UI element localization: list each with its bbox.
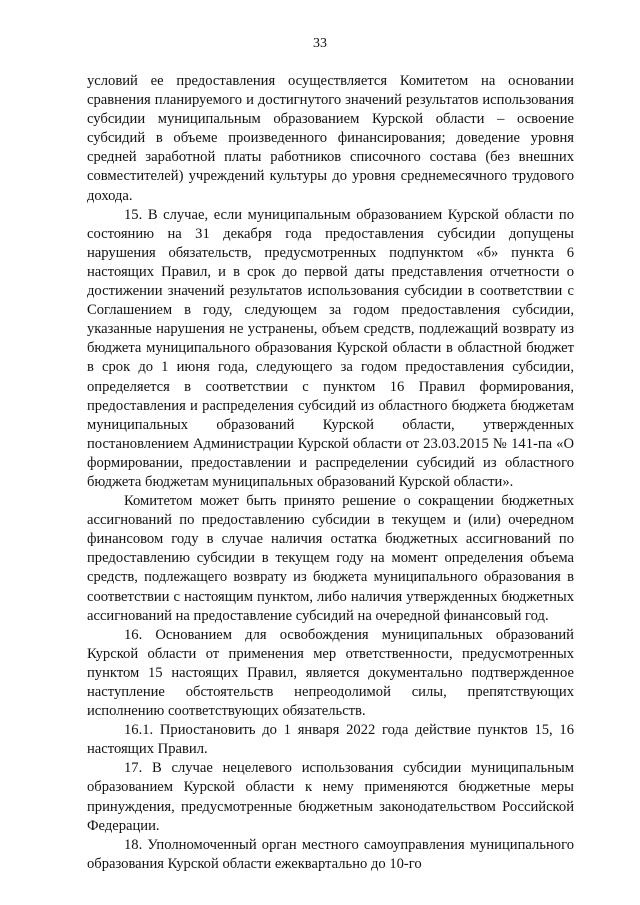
document-body — [87, 72, 574, 874]
paragraph-budget-reduction: Комитетом может быть принято решение о сокращении бюджетных ассигнований по предоставлению субсидии в текущем и (или) очередном финансовом году в случае наличия остатка бюджетных ассигнований по предоставлению субсидии в текущем году на момент определения объема средств, подлежащего возврату из бюджета муниципального образования в соответствии с настоящим пунктом, либо наличия утвержденных бюджетных ассигнований на предоставление субсидий на очередной финансовый год. — [87, 493, 574, 624]
paragraph-item-16-1: 16.1. Приостановить до 1 января 2022 года действие пунктов 15, 16 настоящих Правил. — [87, 722, 574, 758]
paragraph-item-16: 16. Основанием для освобождения муниципальных образований Курской области от применения мер ответственности, предусмотренных пунктом 15 настоящих Правил, является документально подтвержденное наступление обстоятельств непреодолимой силы, препятствующих исполнению соответствующих обязательств. — [87, 626, 574, 720]
paragraph-item-17: 17. В случае нецелевого использования субсидии муниципальным образованием Курской области к нему применяются бюджетные меры принуждения, предусмотренные бюджетным законодательством Российской Федерации. — [87, 760, 574, 834]
page-number: 33 — [313, 36, 327, 51]
paragraph-continuation: условий ее предоставления осуществляется Комитетом на основании сравнения планируемого и достигнутого значений результатов использования субсидии муниципальным образованием Курской области – освоение субсидий в объеме произведенного финансирования; доведение уровня средней заработной платы работников списочного состава (без внешних совместителей) учреждений культуры до уровня среднемесячного трудового дохода. — [87, 73, 574, 204]
paragraph-item-18: 18. Уполномоченный орган местного самоуправления муниципального образования Курской области ежеквартально до 10-го — [87, 836, 574, 872]
paragraph-item-15: 15. В случае, если муниципальным образованием Курской области по состоянию на 31 декабря года предоставления субсидии допущены нарушения обязательств, предусмотренных подпунктом «б» пункта 6 настоящих Правил, и в срок до первой даты представления отчетности о достижении значений результатов использования субсидии в соответствии с Соглашением в году, следующем за годом предоставления субсидии, указанные нарушения не устранены, объем средств, подлежащий возврату из бюджета муниципального образования Курской области в областной бюджет в срок до 1 июня года, следующего за годом предоставления субсидии, определяется в соответствии с пунктом 16 Правил формирования, предоставления и распределения субсидий из областного бюджета бюджетам муниципальных образований Курской области, утвержденных постановлением Администрации Курской области от 23.03.2015 № 141-па «О формировании, предоставлении и распределении субсидий из областного бюджета бюджетам муниципальных образований Курской области». — [87, 206, 574, 490]
